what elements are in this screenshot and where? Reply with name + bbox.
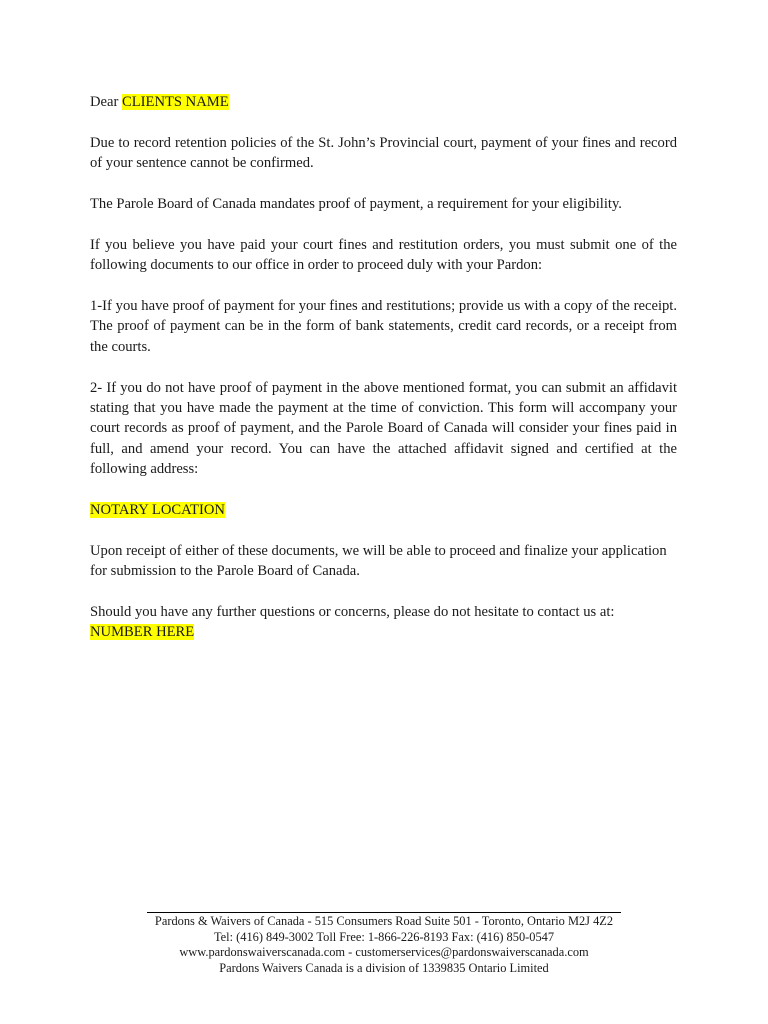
paragraph-contact <box>90 602 677 643</box>
paragraph-upon-receipt: Upon receipt of either of these documents, we will be able to proceed and finalize your application for submission to the Parole Board of Canada. <box>90 542 667 580</box>
salutation-line <box>90 92 677 112</box>
footer-phone: Tel: (416) 849-3002 Toll Free: 1-866-226-8193 Fax: (416) 850-0547 <box>213 929 555 944</box>
contact-text: Should you have any further questions or concerns, please do not hesitate to contact us at: <box>90 604 615 621</box>
notary-location-line <box>90 500 677 520</box>
client-name-placeholder: CLIENTS NAME <box>122 94 229 110</box>
paragraph-option-1: 1-If you have proof of payment for your fines and restitutions; provide us with a copy of the receipt. The proof of payment can be in the form of bank statements, credit card records, or a receipt from the courts. <box>90 298 677 355</box>
notary-location-placeholder: NOTARY LOCATION <box>90 502 225 519</box>
letterhead-footer <box>147 912 621 976</box>
number-placeholder: NUMBER HERE <box>90 624 195 641</box>
paragraph-submit-documents: If you believe you have paid your court fines and restitution orders, you must submit one of the following documents to our office in order to proceed duly with your Pardon: <box>90 236 677 274</box>
paragraph-record-retention: Due to record retention policies of the St. John’s Provincial court, payment of your fines and record of your sentence cannot be confirmed. <box>90 134 677 172</box>
footer-web-email: www.pardonswaiverscanada.com - customerservices@pardonswaiverscanada.com <box>179 945 589 960</box>
letter-body <box>90 92 677 663</box>
salutation: Dear <box>90 94 119 110</box>
paragraph-parole-board: The Parole Board of Canada mandates proof of payment, a requirement for your eligibility. <box>90 196 622 212</box>
footer-division: Pardons Waivers Canada is a division of 1339835 Ontario Limited <box>219 960 549 975</box>
paragraph-option-2: 2- If you do not have proof of payment in the above mentioned format, you can submit an affidavit stating that you have made the payment at the time of conviction. This form will accompany your court records as proof of payment, and the Parole Board of Canada will consider your fines paid in full, and amend your record. You can have the attached affidavit signed and certified at the following address: <box>90 379 677 478</box>
footer-address: Pardons & Waivers of Canada - 515 Consumers Road Suite 501 - Toronto, Ontario M2J 4Z2 <box>154 914 614 928</box>
